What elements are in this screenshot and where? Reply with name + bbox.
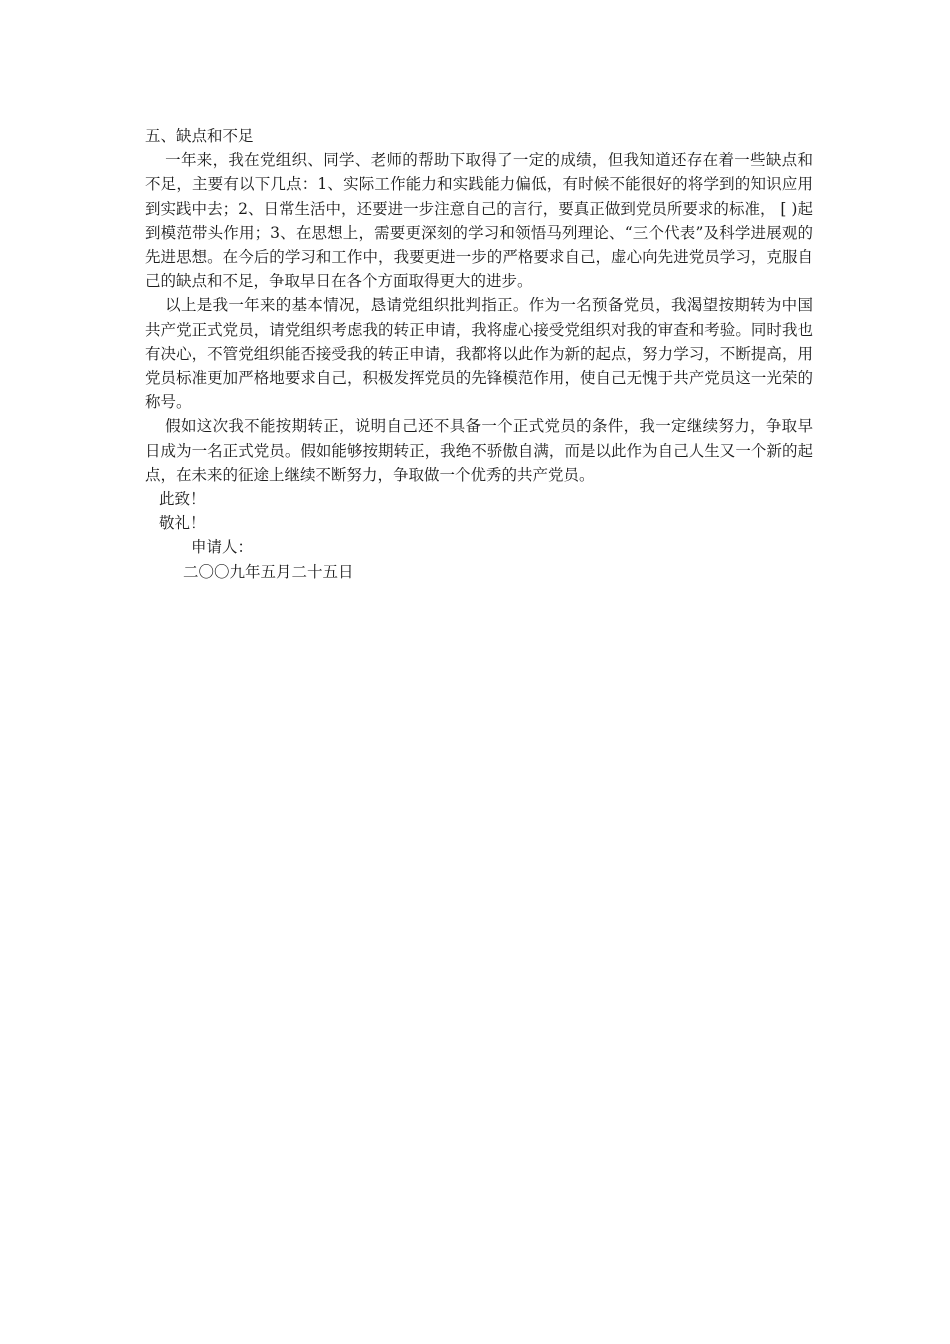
closing-regards: 敬礼！ <box>159 514 206 533</box>
document-body <box>145 124 813 584</box>
closing-salutation: 此致！ <box>159 490 206 509</box>
paragraph-shortcomings: 一年来，我在党组织、同学、老师的帮助下取得了一定的成绩，但我知道还存在着一些缺点和不足，主要有以下几点：1、实际工作能力和实践能力偏低，有时候不能很好的将学到的知识应用到实践中去；2、日常生活中，还要进一步注意自己的言行，要真正做到党员所要求的标准， [ )起到模范带头作用；3、在思想上，需要更深刻的学习和领悟马列理论、“三个代表”及科学进展观的先进思想。在今后的学习和工作中，我要更进一步的严格要求自己，虚心向先进党员学习，克服自己的缺点和不足，争取早日在各个方面取得更大的进步。 <box>145 151 813 291</box>
paragraph-request: 以上是我一年来的基本情况，恳请党组织批判指正。作为一名预备党员，我渴望按期转为中国共产党正式党员，请党组织考虑我的转正申请，我将虚心接受党组织对我的审查和考验。同时我也有决心，不管党组织能否接受我的转正申请，我都将以此作为新的起点，努力学习，不断提高，用党员标准更加严格地要求自己，积极发挥党员的先锋模范作用，使自己无愧于共产党员这一光荣的称号。 <box>145 296 813 412</box>
signature-date: 二〇〇九年五月二十五日 <box>183 562 354 581</box>
section-heading: 五、缺点和不足 <box>145 127 254 145</box>
applicant-label: 申请人： <box>191 538 254 557</box>
paragraph-commitment: 假如这次我不能按期转正，说明自己还不具备一个正式党员的条件，我一定继续努力，争取早日成为一名正式党员。假如能够按期转正，我绝不骄傲自满，而是以此作为自己人生又一个新的起点，在未来的征途上继续不断努力，争取做一个优秀的共产党员。 <box>145 417 813 484</box>
